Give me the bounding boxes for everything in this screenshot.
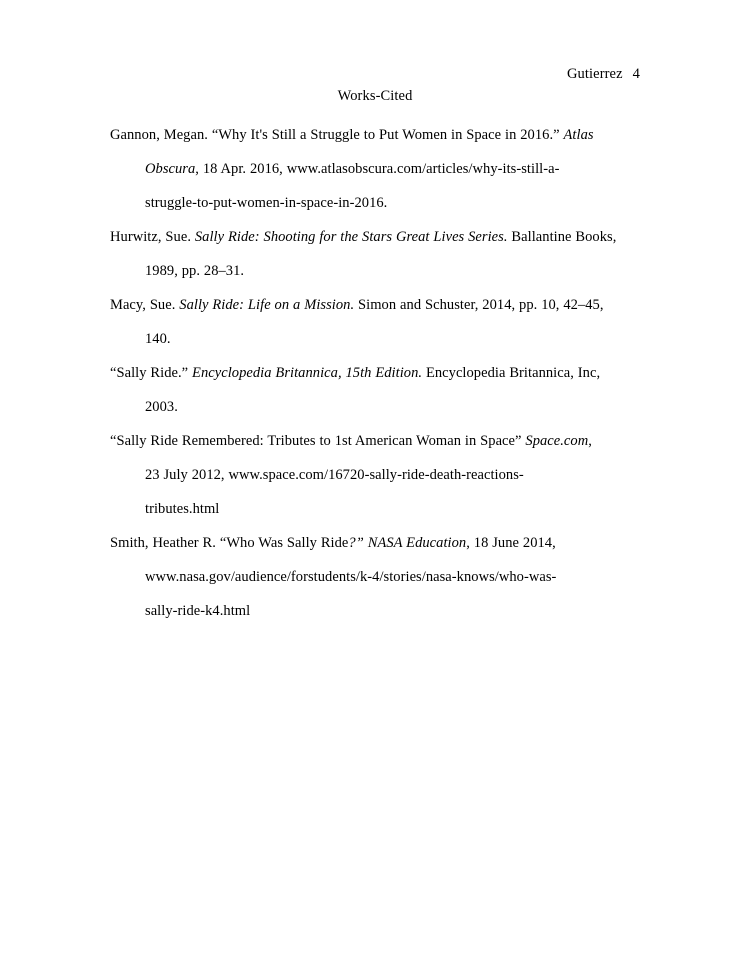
citation-text-run: Hurwitz, Sue. — [110, 229, 195, 245]
citation-italic-run: Space.com — [525, 433, 589, 449]
citation-text-run: 140. — [145, 331, 171, 347]
citation-text-run: Smith, Heather R. “Who Was Sally Ride — [110, 535, 349, 551]
citation-text-run: , 18 Apr. 2016, www.atlasobscura.com/articles/why-its-still-a- — [195, 161, 560, 177]
works-cited-list — [110, 118, 644, 628]
citation-entry — [110, 288, 644, 356]
citation-text-run: Macy, Sue. — [110, 297, 180, 313]
citation-text-run: sally-ride-k4.html — [145, 603, 251, 619]
citation-text-run: 23 July 2012, www.space.com/16720-sally-ride-death-reactions- — [145, 467, 524, 483]
citation-entry — [110, 526, 644, 628]
citation-italic-run: Encyclopedia Britannica, 15th Edition. — [192, 365, 423, 381]
citation-italic-run: Atlas — [563, 127, 594, 143]
citation-entry — [110, 356, 644, 424]
citation-text-run: tributes.html — [145, 501, 220, 517]
citation-text-run: , — [588, 433, 592, 449]
citation-text-run: , 18 June 2014, — [466, 535, 556, 551]
citation-text-run: Ballantine Books, — [507, 229, 617, 245]
citation-text-run: Simon and Schuster, 2014, pp. 10, 42–45, — [354, 297, 604, 313]
citation-text-run: www.nasa.gov/audience/forstudents/k-4/stories/nasa-knows/who-was- — [145, 569, 557, 585]
citation-text-run: 2003. — [145, 399, 178, 415]
citation-entry — [110, 220, 644, 288]
citation-text-run: “Sally Ride.” — [110, 365, 193, 381]
page-title: Works-Cited — [337, 88, 413, 104]
citation-italic-run: ?” — [348, 535, 368, 551]
citation-italic-run: Sally Ride: Life on a Mission. — [179, 297, 355, 313]
citation-text-run: 1989, pp. 28–31. — [145, 263, 245, 279]
citation-text-run: Encyclopedia Britannica, Inc, — [422, 365, 601, 381]
header-page-number: 4 — [632, 66, 640, 82]
citation-entry — [110, 424, 644, 526]
citation-text-run: Gannon, Megan. “Why It's Still a Struggle to Put Women in Space in 2016.” — [110, 127, 564, 143]
header-author-name: Gutierrez — [566, 66, 623, 82]
citation-italic-run: Obscura — [145, 161, 196, 177]
citation-text-run: “Sally Ride Remembered: Tributes to 1st American Woman in Space” — [110, 433, 526, 449]
citation-text-run: struggle-to-put-women-in-space-in-2016. — [145, 195, 388, 211]
citation-italic-run: NASA Education — [367, 535, 467, 551]
citation-italic-run: Sally Ride: Shooting for the Stars Great Lives Series. — [194, 229, 508, 245]
citation-entry — [110, 118, 644, 220]
